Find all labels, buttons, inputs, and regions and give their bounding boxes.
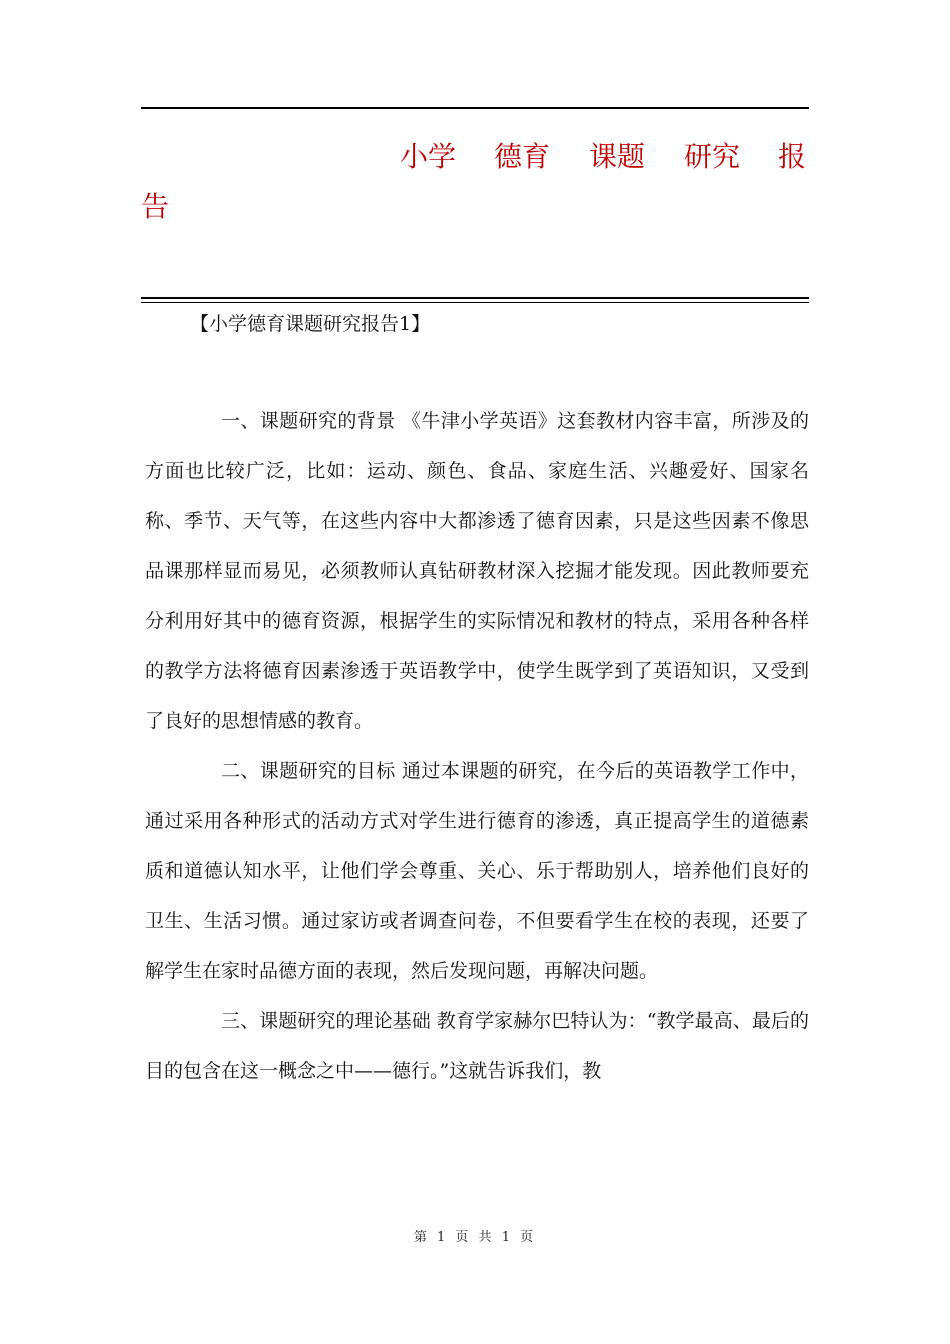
title-word: 报 xyxy=(778,140,807,173)
section-heading: 【小学德育课题研究报告1】 xyxy=(190,313,431,335)
title-word: 研究 xyxy=(684,140,741,173)
double-rule xyxy=(141,297,809,303)
title-continuation: 告 xyxy=(141,190,170,223)
paragraph-theory: 三、课题研究的理论基础 教育学家赫尔巴特认为：“教学最高、最后的目的包含在这一概念之中——德行。”这就告诉我们，教 xyxy=(145,1010,809,1082)
title-word: 课题 xyxy=(589,140,646,173)
paragraph-background: 一、课题研究的背景 《牛津小学英语》这套教材内容丰富，所涉及的方面也比较广泛，比如：运动、颜色、食品、家庭生活、兴趣爱好、国家名称、季节、天气等，在这些内容中大都渗透了德育因素，只是这些因素不像思品课那样显而易见，必须教师认真钻研教材深入挖掘才能发现。因此教师要充分利用好其中的德育资源，根据学生的实际情况和教材的特点，采用各种各样的教学方法将德育因素渗透于英语教学中，使学生既学到了英语知识，又受到了良好的思想情感的教育。 xyxy=(145,410,809,732)
title-word: 小学 xyxy=(400,140,457,173)
top-rule xyxy=(141,107,809,109)
title-word: 德育 xyxy=(494,140,551,173)
document-title xyxy=(141,134,809,180)
body-text xyxy=(145,396,809,1096)
page-footer: 第 1 页 共 1 页 xyxy=(413,1230,537,1245)
paragraph-goals: 二、课题研究的目标 通过本课题的研究，在今后的英语教学工作中，通过采用各种形式的活动方式对学生进行德育的渗透，真正提高学生的道德素质和道德认知水平，让他们学会尊重、关心、乐于帮助别人，培养他们良好的卫生、生活习惯。通过家访或者调查问卷，不但要看学生在校的表现，还要了解学生在家时品德方面的表现，然后发现问题，再解决问题。 xyxy=(145,760,809,982)
